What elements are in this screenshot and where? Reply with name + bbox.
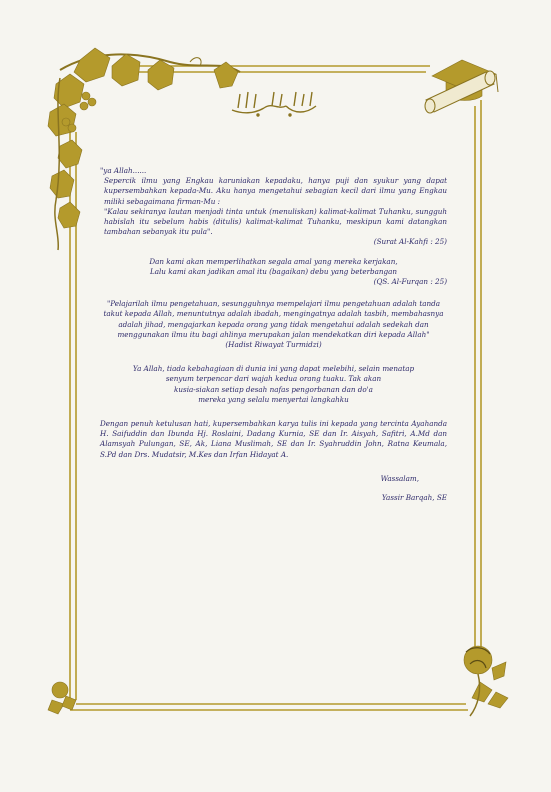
author-signature: Yassir Barqah, SE [381, 493, 447, 503]
prayer-line2: senyum terpencar dari wajah kedua orang tuaku. Tak akan [165, 374, 382, 384]
dedication-text [100, 166, 447, 503]
prayer-line4: mereka yang selalu menyertai langkahku [198, 394, 349, 404]
opening-line: "ya Allah...... [100, 166, 147, 175]
verse-furqan-line1: Dan kami akan memperlihatkan segala amal yang mereka kerjakan, [149, 256, 398, 266]
closing-greeting: Wassalam, [380, 473, 419, 483]
basmalah-calligraphy-icon [228, 88, 320, 118]
prayer-line1: Ya Allah, tiada kebahagiaan di dunia ini yang dapat melebihi, selain menatap [132, 364, 415, 374]
source-furqan: (QS. Al-Furqan : 25) [373, 277, 447, 287]
paragraph-knowledge: Sepercik ilmu yang Engkau karuniakan kepadaku, hanya puji dan syukur yang dapat kupersembahkan kepada-Mu. Aku hanya mengetahui sebagian kecil dari ilmu yang Engkau miliki sebagaimana firman-Mu : [104, 176, 447, 206]
basmalah-calligraphy [228, 88, 320, 118]
hadith-source: (Hadist Riwayat Turmidzi) [225, 340, 322, 350]
verse-furqan-line2: Lalu kami akan jadikan amal itu (bagaikan) debu yang beterbangan [149, 266, 398, 276]
rose-decoration-icon [464, 646, 508, 716]
flower-decoration-icon [48, 682, 76, 714]
quote-kahfi: "Kalau sekiranya lautan menjadi tinta untuk (menuliskan) kalimat-kalimat Tuhanku, sungguh habislah itu sebelum habis (ditulis) kalimat-kalimat Tuhanku, meskipun kami datangkan tambahan sebanyak itu pula". [104, 206, 447, 237]
source-kahfi: (Surat Al-Kahfi : 25) [373, 237, 447, 247]
prayer-line3: kusia-siakan setiap desah nafas pengorbanan dan do'a [174, 384, 373, 394]
dedication-paragraph: Dengan penuh ketulusan hati, kupersembahkan karya tulis ini kepada yang tercinta Ayahanda H. Saifuddin dan Ibunda Hj. Roslaini, Dadang Kurnia, SE dan Ir. Aisyah, Safitri, A.Md dan Alamsyah Pulungan, SE, Ak, Liana Muslimah, SE dan Ir. Syahruddin John, Ratna Keumala, S.Pd dan Drs. Mudatsir, M.Kes dan Irfan Hidayat A. [100, 419, 447, 459]
hadith-text: "Pelajarilah ilmu pengetahuan, sesungguhnya mempelajari ilmu pengetahuan adalah tanda takut kepada Allah, menuntutnya adalah ibadah, mengingatnya adalah tasbih, membahasnya adalah jihad, mengajarkan kepada orang yang tidak mengetahui adalah sedekah dan menggunakan ilmu itu bagi ahlinya merupakan jalan mendekatkan diri kepada Allah" [103, 299, 444, 339]
